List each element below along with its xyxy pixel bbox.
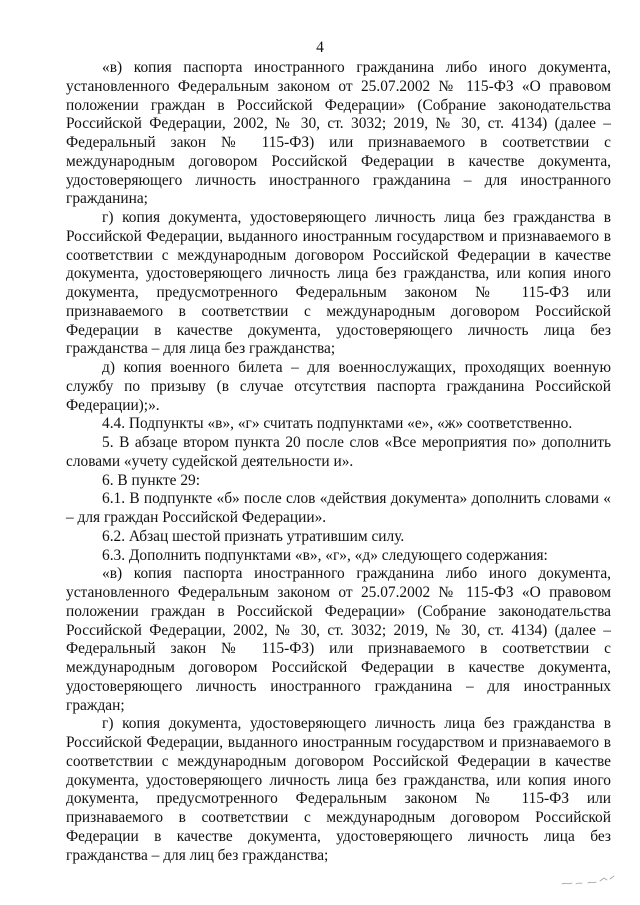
paragraph-v-passport-2: «в) копия паспорта иностранного гражданина либо иного документа, установленного Федеральным законом от 25.07.2002 № 115-ФЗ «О правовом положении граждан в Российской Федерации» (Собрание законодательства Российской Федерации, 2002, № 30, ст. 3032; 2019, № 30, ст. 4134) (далее – Федеральный закон № 115-ФЗ) или признаваемого в соответствии с международным договором Российской Федерации в качестве документа, удостоверяющего личность иностранного гражданина – для иностранных граждан;: [66, 565, 611, 714]
paragraph-6-3: 6.3. Дополнить подпунктами «в», «г», «д» следующего содержания:: [102, 546, 548, 564]
handwritten-mark: [560, 874, 616, 888]
page-number: 4: [316, 39, 324, 56]
paragraph-d-military-id: д) копия военного билета – для военнослужащих, проходящих военную службу по призыву (в случае отсутствия паспорта гражданина Российской Федерации);».: [66, 359, 611, 414]
paragraph-v-passport: «в) копия паспорта иностранного гражданина либо иного документа, установленного Федеральным законом от 25.07.2002 № 115-ФЗ «О правовом положении граждан в Российской Федерации» (Собрание законодательства Российской Федерации, 2002, № 30, ст. 3032; 2019, № 30, ст. 4134) (далее – Федеральный закон № 115-ФЗ) или признаваемого в соответствии с международным договором Российской Федерации в качестве документа, удостоверяющего личность иностранного гражданина – для иностранного гражданина;: [66, 59, 611, 208]
paragraph-6-2: 6.2. Абзац шестой признать утратившим силу.: [102, 527, 405, 545]
paragraph-6: 6. В пункте 29:: [102, 471, 201, 489]
document-body: [66, 59, 611, 865]
paragraph-4-4: 4.4. Подпункты «в», «г» считать подпунктами «е», «ж» соответственно.: [102, 415, 573, 433]
paragraph-5: 5. В абзаце втором пункта 20 после слов «Все мероприятия по» дополнить словами «учету судейской деятельности и».: [66, 434, 611, 470]
paragraph-g-stateless-document-2: г) копия документа, удостоверяющего личность лица без гражданства в Российской Федерации, выданного иностранным государством и признаваемого в соответствии с международным договором Российской Федерации в качестве документа, удостоверяющего личность лица без гражданства, или копия иного документа, предусмотренного Федеральным законом № 115-ФЗ или признаваемого в соответствии с международным договором Российской Федерации в качестве документа, удостоверяющего личность лица без гражданства – для лиц без гражданства;: [66, 715, 611, 864]
paragraph-g-stateless-document: г) копия документа, удостоверяющего личность лица без гражданства в Российской Федерации, выданного иностранным государством и признаваемого в соответствии с международным договором Российской Федерации в качестве документа, удостоверяющего личность лица без гражданства, или копия иного документа, предусмотренного Федеральным законом № 115-ФЗ или признаваемого в соответствии с международным договором Российской Федерации в качестве документа, удостоверяющего личность лица без гражданства – для лица без гражданства;: [66, 209, 611, 358]
paragraph-6-1: 6.1. В подпункте «б» после слов «действия документа» дополнить словами « – для граждан Российской Федерации».: [66, 490, 611, 526]
